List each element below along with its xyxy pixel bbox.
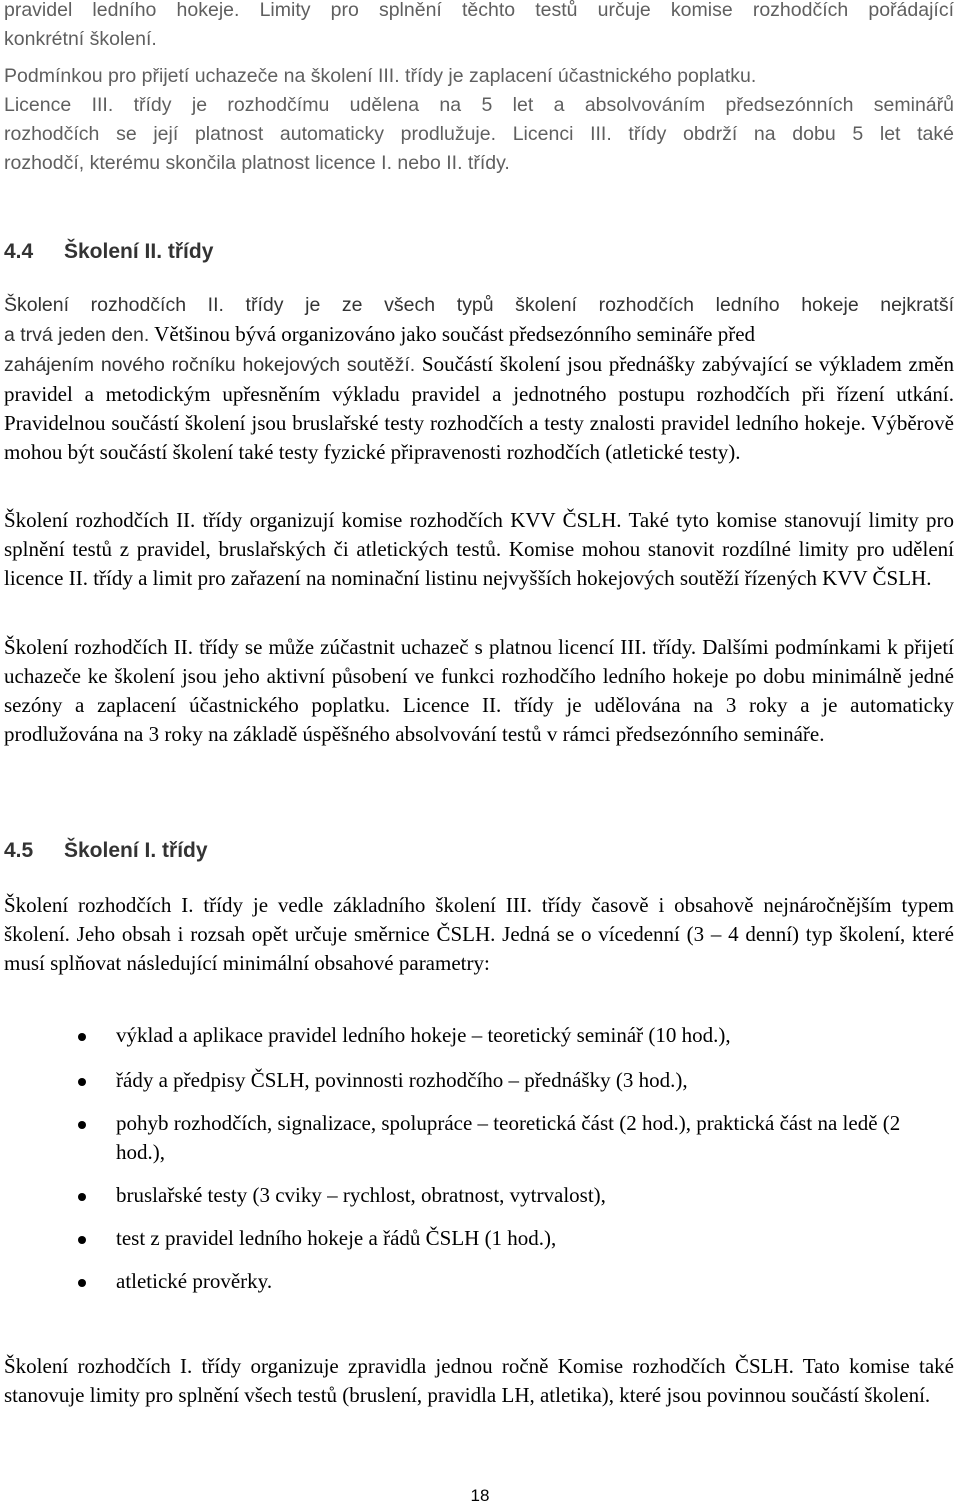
list-item-text: řády a předpisy ČSLH, povinnosti rozhodčího – přednášky (3 hod.), (116, 1068, 688, 1092)
bullet-icon (78, 1078, 86, 1086)
text-line: Licence III. třídy je rozhodčímu udělena na 5 let a absolvováním předsezónních seminářů (4, 94, 954, 116)
list-item-text: výklad a aplikace pravidel ledního hokeje – teoretický seminář (10 hod.), (116, 1023, 731, 1047)
section-4-5-paragraph-2: Školení rozhodčích I. třídy organizuje zpravidla jednou ročně Komise rozhodčích ČSLH. Tato komise také stanovuje limity pro splnění všech testů (bruslení, pravidla LH, atletika), které jsou povinnou součástí školení. (4, 1354, 954, 1407)
text-run: zahájením nového ročníku hokejových soutěží. (4, 354, 416, 376)
bullet-icon (78, 1279, 86, 1287)
text-line: Školení rozhodčích II. třídy je ze všech typů školení rozhodčích ledního hokeje nejkratší (4, 294, 954, 316)
section-number: 4.5 (4, 839, 34, 862)
list-item-text: test z pravidel ledního hokeje a řádů ČSLH (1 hod.), (116, 1226, 557, 1250)
text-line: pravidel ledního hokeje. Limity pro splnění těchto testů určuje komise rozhodčích pořádající (4, 0, 954, 21)
list-item-text: atletické prověrky. (116, 1269, 273, 1293)
bullet-icon (78, 1033, 86, 1041)
text-run: Součástí školení jsou přednášky zabývající se výkladem změn pravidel a metodickým upřesněním výkladu pravidel a jednotného postupu rozhodčích při řízení utkání. Pravidelnou součástí školení jsou bruslařské testy rozhodčích a testy znalosti pravidel ledního hokeje. Výběrově mohou být součástí školení také testy fyzické připravenosti rozhodčích (atletické testy). (4, 352, 954, 464)
bullet-icon (78, 1121, 86, 1129)
section-4-4-paragraph-3: Školení rozhodčích II. třídy se může zúčastnit uchazeč s platnou licencí III. třídy. Dalšími podmínkami k přijetí uchazeče ke školení jsou jeho aktivní působení ve funkci rozhodčího ledního hokeje po dobu minimálně jedné sezóny a zaplacení účastnického poplatku. Licence II. třídy je udělována na 3 roky a je automaticky prodlužována na 3 roky na základě úspěšného absolvování testů v rámci předsezónního semináře. (4, 635, 954, 746)
section-number: 4.4 (4, 240, 34, 263)
text-run: Většinou bývá organizováno jako součást předsezónního semináře před (149, 322, 756, 346)
section-title: Školení I. třídy (64, 839, 208, 862)
section-4-4-paragraph-2: Školení rozhodčích II. třídy organizují komise rozhodčích KVV ČSLH. Také tyto komise stanovují limity pro splnění testů z pravidel, bruslařských či atletických testů. Komise mohou stanovit rozdílné limity pro udělení licence II. třídy a limit pro zařazení na nominační listinu nejvyšších hokejových soutěží řízených KVV ČSLH. (4, 508, 954, 590)
list-item-text: pohyb rozhodčích, signalizace, spolupráce – teoretická část (2 hod.), praktická část na ledě (2 hod.), (116, 1111, 901, 1164)
text-line: rozhodčí, kterému skončila platnost licence I. nebo II. třídy. (4, 152, 510, 174)
page-number: 18 (470, 1486, 490, 1505)
section-4-5-paragraph-1: Školení rozhodčích I. třídy je vedle základního školení III. třídy časově i obsahově nejnáročnějším typem školení. Jeho obsah i rozsah opět určuje směrnice ČSLH. Jedná se o vícedenní (3 – 4 denní) typ školení, které musí splňovat následující minimální obsahové parametry: (4, 893, 954, 975)
section-heading-4-5 (4, 836, 208, 865)
mixed-paragraph (4, 320, 954, 467)
text-line: Podmínkou pro přijetí uchazeče na školení III. třídy je zaplacení účastnického poplatku. (4, 65, 757, 87)
section-title: Školení II. třídy (64, 240, 214, 263)
licence-paragraph (4, 62, 954, 178)
text-run: a trvá jeden den. (4, 324, 150, 346)
bullet-icon (78, 1193, 86, 1201)
section-4-4-paragraph-1 (4, 291, 954, 467)
text-line: rozhodčích se její platnost automaticky prodlužuje. Licenci III. třídy obdrží na dobu 5 let také (4, 123, 954, 145)
list-item-text: bruslařské testy (3 cviky – rychlost, obratnost, vytrvalost), (116, 1183, 606, 1207)
text-line: konkrétní školení. (4, 28, 157, 50)
top-paragraph (4, 0, 954, 54)
bullet-icon (78, 1236, 86, 1244)
section-heading-4-4 (4, 237, 213, 266)
